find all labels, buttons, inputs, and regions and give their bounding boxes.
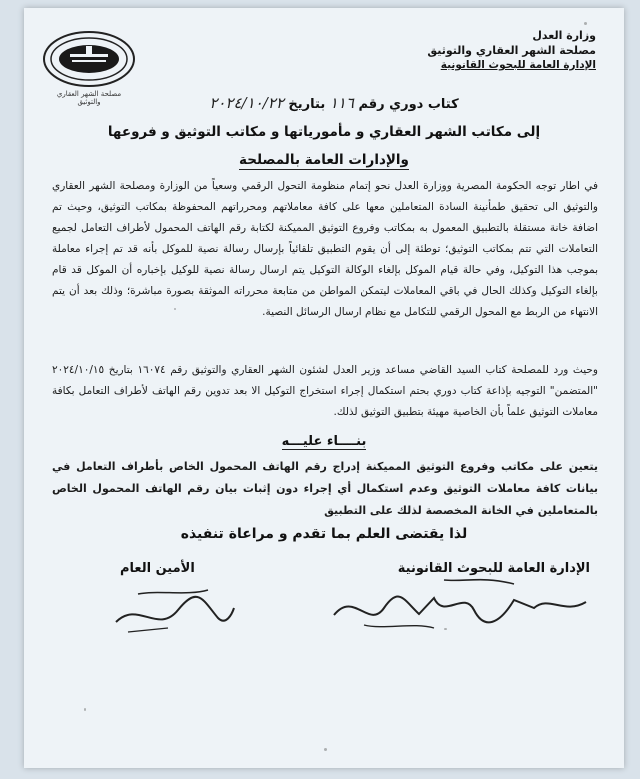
body-paragraph-2: وحيث ورد للمصلحة كتاب السيد القاضي مساعد وزير العدل لشئون الشهر العقاري والتوثيق رقم ١٦٠٧٤ بتاريخ ٢٠٢٤/١٠/١٥ "المتضمن" التوجيه بإذاعة كتاب دوري بحتم استكمال إجراء استخراج التوكيل الا بعد تدوين رقم الهاتف لأطراف التعامل بكافة معاملات التوثيق علماً بأن الخاصية مهيئة بتطبيق التوثيق لذلك. [52,364,598,418]
recipients-line-2 [64,152,584,168]
circular-number-label: كتاب دوري رقم [358,97,459,112]
signatory-secretary-general: الأمين العام [120,561,195,576]
ministry-name: وزارة العدل [532,29,596,42]
signatory-legal-research: الإدارة العامة للبحوث القانونية [397,561,590,576]
letterhead [427,28,596,73]
logo-caption: مصلحة الشهر العقاري والتوثيق [56,90,122,106]
therefore-heading-text: بنــــاء عليـــه [281,434,367,449]
circular-date: ٢٠٢٤/١٠/٢٢ [209,94,284,112]
body-paragraph-1: في اطار توجه الحكومة المصرية ووزارة العدل نحو إتمام منظومة التحول الرقمي وسعياً من الوزارة ومصلحة الشهر العقاري والتوثيق الى تحقيق طمأنينة السادة المتعاملين معها على كافة معاملاتهم ومحرراتهم المحفوظة بمكاتب التوثيق، وحيث تم اضافة خانة مستقلة بالتطبيق المعمول به بمكاتب وفروع التوثيق المميكنة لكتابة رقم الهاتف المحمول لأطراف التعامل لجميع التعاملات التي تتم بمكاتب التوثيق؛ توطئة إلى أن يقوم التطبيق تلقائياً بإرسال رسالة نصية للموكل بأنه قد تم إجراء معاملة بموجب هذا التوكيل، وفي حالة قيام الموكل بإلغاء الوكالة التوكيل يتم ارسال رسالة نصية للوكيل بإخباره أن الموكل قد قام بإلغاء التوكيل وكذلك الحال في باقي المعاملات ليتمكن المواطن من متابعة محرراته الموثقة بصورة مباشرة؛ وذلك بعد أن يتم الانتهاء من الربط مع المحول الرقمي للتكامل مع نظام ارسال الرسائل النصية. [52,180,598,318]
authority-name: مصلحة الشهر العقاري والتوثيق [427,44,596,57]
recipients-line-1: إلى مكاتب الشهر العقاري و مأمورياتها و مكاتب التوثيق و فروعها [107,124,541,140]
scan-speck [324,748,327,751]
recipients-line-2-text: والإدارات العامة بالمصلحة [239,152,409,168]
circular-title [84,94,584,112]
signature-secretary-general [108,580,238,640]
circular-number: ١١٦ [329,94,354,112]
circular-date-label: بتاريخ [288,97,326,112]
scan-speck [84,708,86,711]
document-page [24,8,624,768]
ministry-logo [42,30,136,88]
body-paragraph-3: يتعين على مكاتب وفروع التوثيق المميكنة إدراج رقم الهاتف المحمول الخاص بأطراف التعامل في بيانات كافة معاملات التوثيق وعدم استكمال أي إجراء دون إثبات بيان رقم الهاتف المحمول الخاص بالمتعاملين في الخانة المخصصة لذلك على التطبيق [52,460,598,517]
signature-legal-research [324,570,594,640]
therefore-heading [224,434,424,449]
department-name: الإدارة العامة للبحوث القانونية [440,59,596,71]
closing-statement: لذا يقتضى العلم بما تقدم و مراعاة تنفيذه [180,526,468,542]
scan-speck [584,22,587,25]
